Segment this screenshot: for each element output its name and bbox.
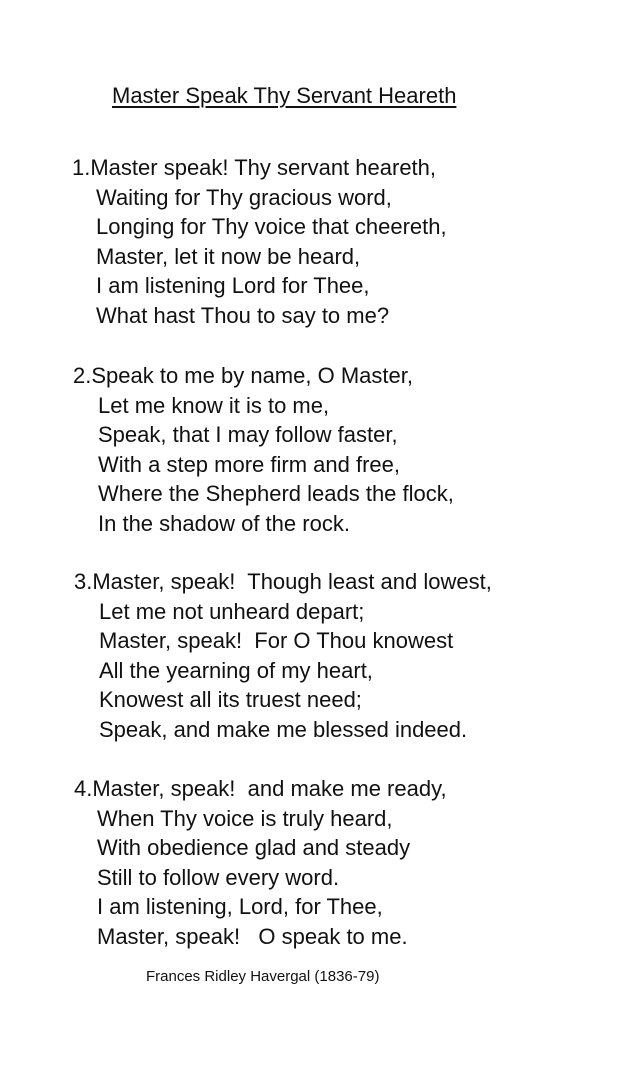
verse-line <box>73 361 454 391</box>
verse-line: Waiting for Thy gracious word, <box>96 184 392 210</box>
verse-line: What hast Thou to say to me? <box>96 302 390 328</box>
verse-line-text: Master, speak! and make me ready, <box>92 776 447 801</box>
verse-line: Speak, and make me blessed indeed. <box>99 716 468 742</box>
verse-line: Master, speak! O speak to me. <box>97 923 408 949</box>
hymn-title: Master Speak Thy Servant Heareth <box>112 83 457 108</box>
verse-line <box>74 774 447 804</box>
verse-line: Master, speak! For O Thou knowest <box>99 628 454 653</box>
verse-number: 2. <box>73 363 92 388</box>
verse-line: Speak, that I may follow faster, <box>98 422 398 447</box>
verse-line: Let me know it is to me, <box>98 392 330 418</box>
verse-line: All the yearning of my heart, <box>99 657 373 683</box>
verse-4 <box>74 774 447 951</box>
verse-line: With a step more firm and free, <box>98 451 400 477</box>
verse-3 <box>74 567 492 744</box>
verse-line <box>72 153 447 183</box>
author-attribution: Frances Ridley Havergal (1836-79) <box>146 968 380 985</box>
verse-line-text: Speak to me by name, O Master, <box>91 363 413 388</box>
verse-line: I am listening Lord for Thee, <box>96 273 370 298</box>
verse-number: 1. <box>72 155 91 180</box>
verse-line: Longing for Thy voice that cheereth, <box>96 214 447 239</box>
verse-number: 3. <box>74 569 93 594</box>
verse-line: In the shadow of the rock. <box>98 510 350 536</box>
verse-2 <box>73 361 454 538</box>
verse-line-text: Master speak! Thy servant heareth, <box>90 155 437 180</box>
verse-1 <box>72 153 447 330</box>
verse-line-text: Master, speak! Though least and lowest, <box>92 569 492 594</box>
verse-number: 4. <box>74 776 93 801</box>
verse-line: Master, let it now be heard, <box>96 243 361 269</box>
verse-line: When Thy voice is truly heard, <box>97 805 393 831</box>
verse-line: I am listening, Lord, for Thee, <box>97 894 383 919</box>
verse-line <box>74 567 492 597</box>
verse-line: Let me not unheard depart; <box>99 598 365 624</box>
verse-line: With obedience glad and steady <box>97 835 411 860</box>
verse-line: Knowest all its truest need; <box>99 687 362 712</box>
verse-line: Where the Shepherd leads the flock, <box>98 481 454 506</box>
verse-line: Still to follow every word. <box>97 864 340 890</box>
